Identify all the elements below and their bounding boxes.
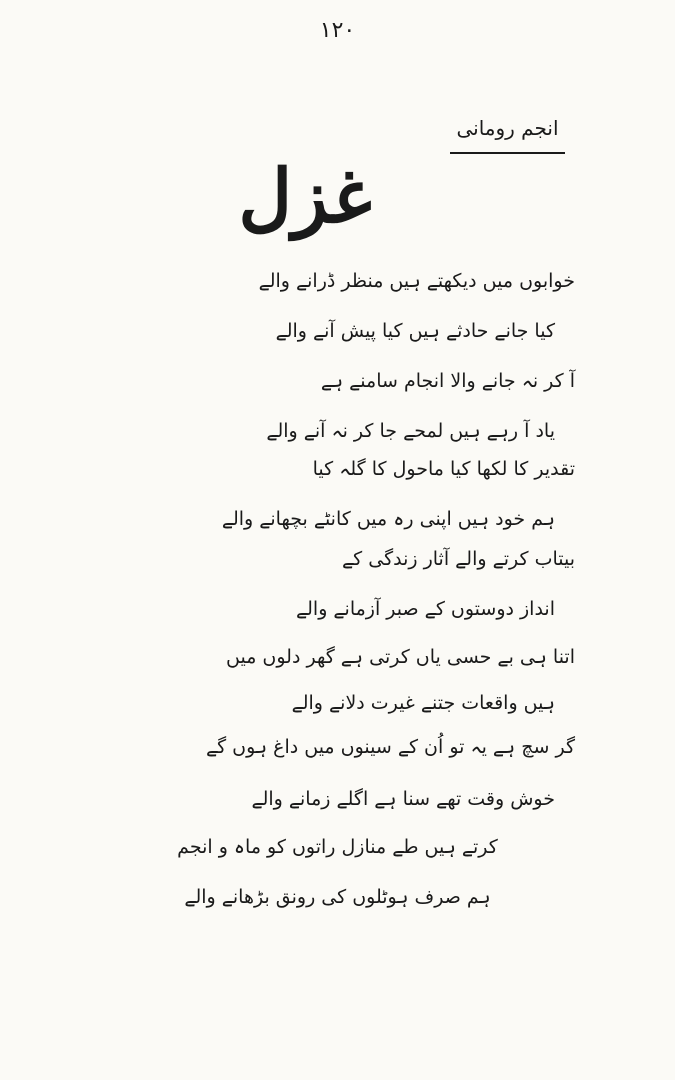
verse-line-10: ہیں واقعات جتنے غیرت دلانے والے	[291, 692, 555, 714]
page-number: ۱۲۰	[319, 18, 356, 43]
verse-line-4: یاد آ رہے ہیں لمحے جا کر نہ آنے والے	[266, 420, 555, 442]
poem-title: غزل	[238, 154, 372, 240]
verse-line-12: خوش وقت تھے سنا ہے اگلے زمانے والے	[251, 788, 555, 810]
verse-line-5: تقدیر کا لکھا کیا ماحول کا گلہ کیا	[312, 458, 575, 480]
poet-name: انجم رومانی	[456, 116, 559, 140]
verse-line-14: ہم صرف ہوٹلوں کی رونق بڑھانے والے	[184, 886, 491, 908]
verse-line-9: اتنا ہی بے حسی یاں کرتی ہے گھر دلوں میں	[226, 646, 575, 668]
verse-line-1: خوابوں میں دیکھتے ہیں منظر ڈرانے والے	[258, 270, 575, 292]
verse-line-11: گر سچ ہے یہ تو اُن کے سینوں میں داغ ہوں گے	[205, 736, 575, 758]
verse-line-13: کرتے ہیں طے منازل راتوں کو ماہ و انجم	[177, 836, 498, 858]
verse-line-6: ہم خود ہیں اپنی رہ میں کانٹے بچھانے والے	[221, 508, 555, 530]
verse-line-3: آ کر نہ جانے والا انجام سامنے ہے	[320, 370, 575, 392]
verse-line-8: انداز دوستوں کے صبر آزمانے والے	[296, 598, 555, 620]
verse-line-2: کیا جانے حادثے ہیں کیا پیش آنے والے	[275, 320, 555, 342]
poet-underline	[450, 152, 565, 154]
verse-line-7: بیتاب کرتے والے آثار زندگی کے	[342, 548, 575, 570]
